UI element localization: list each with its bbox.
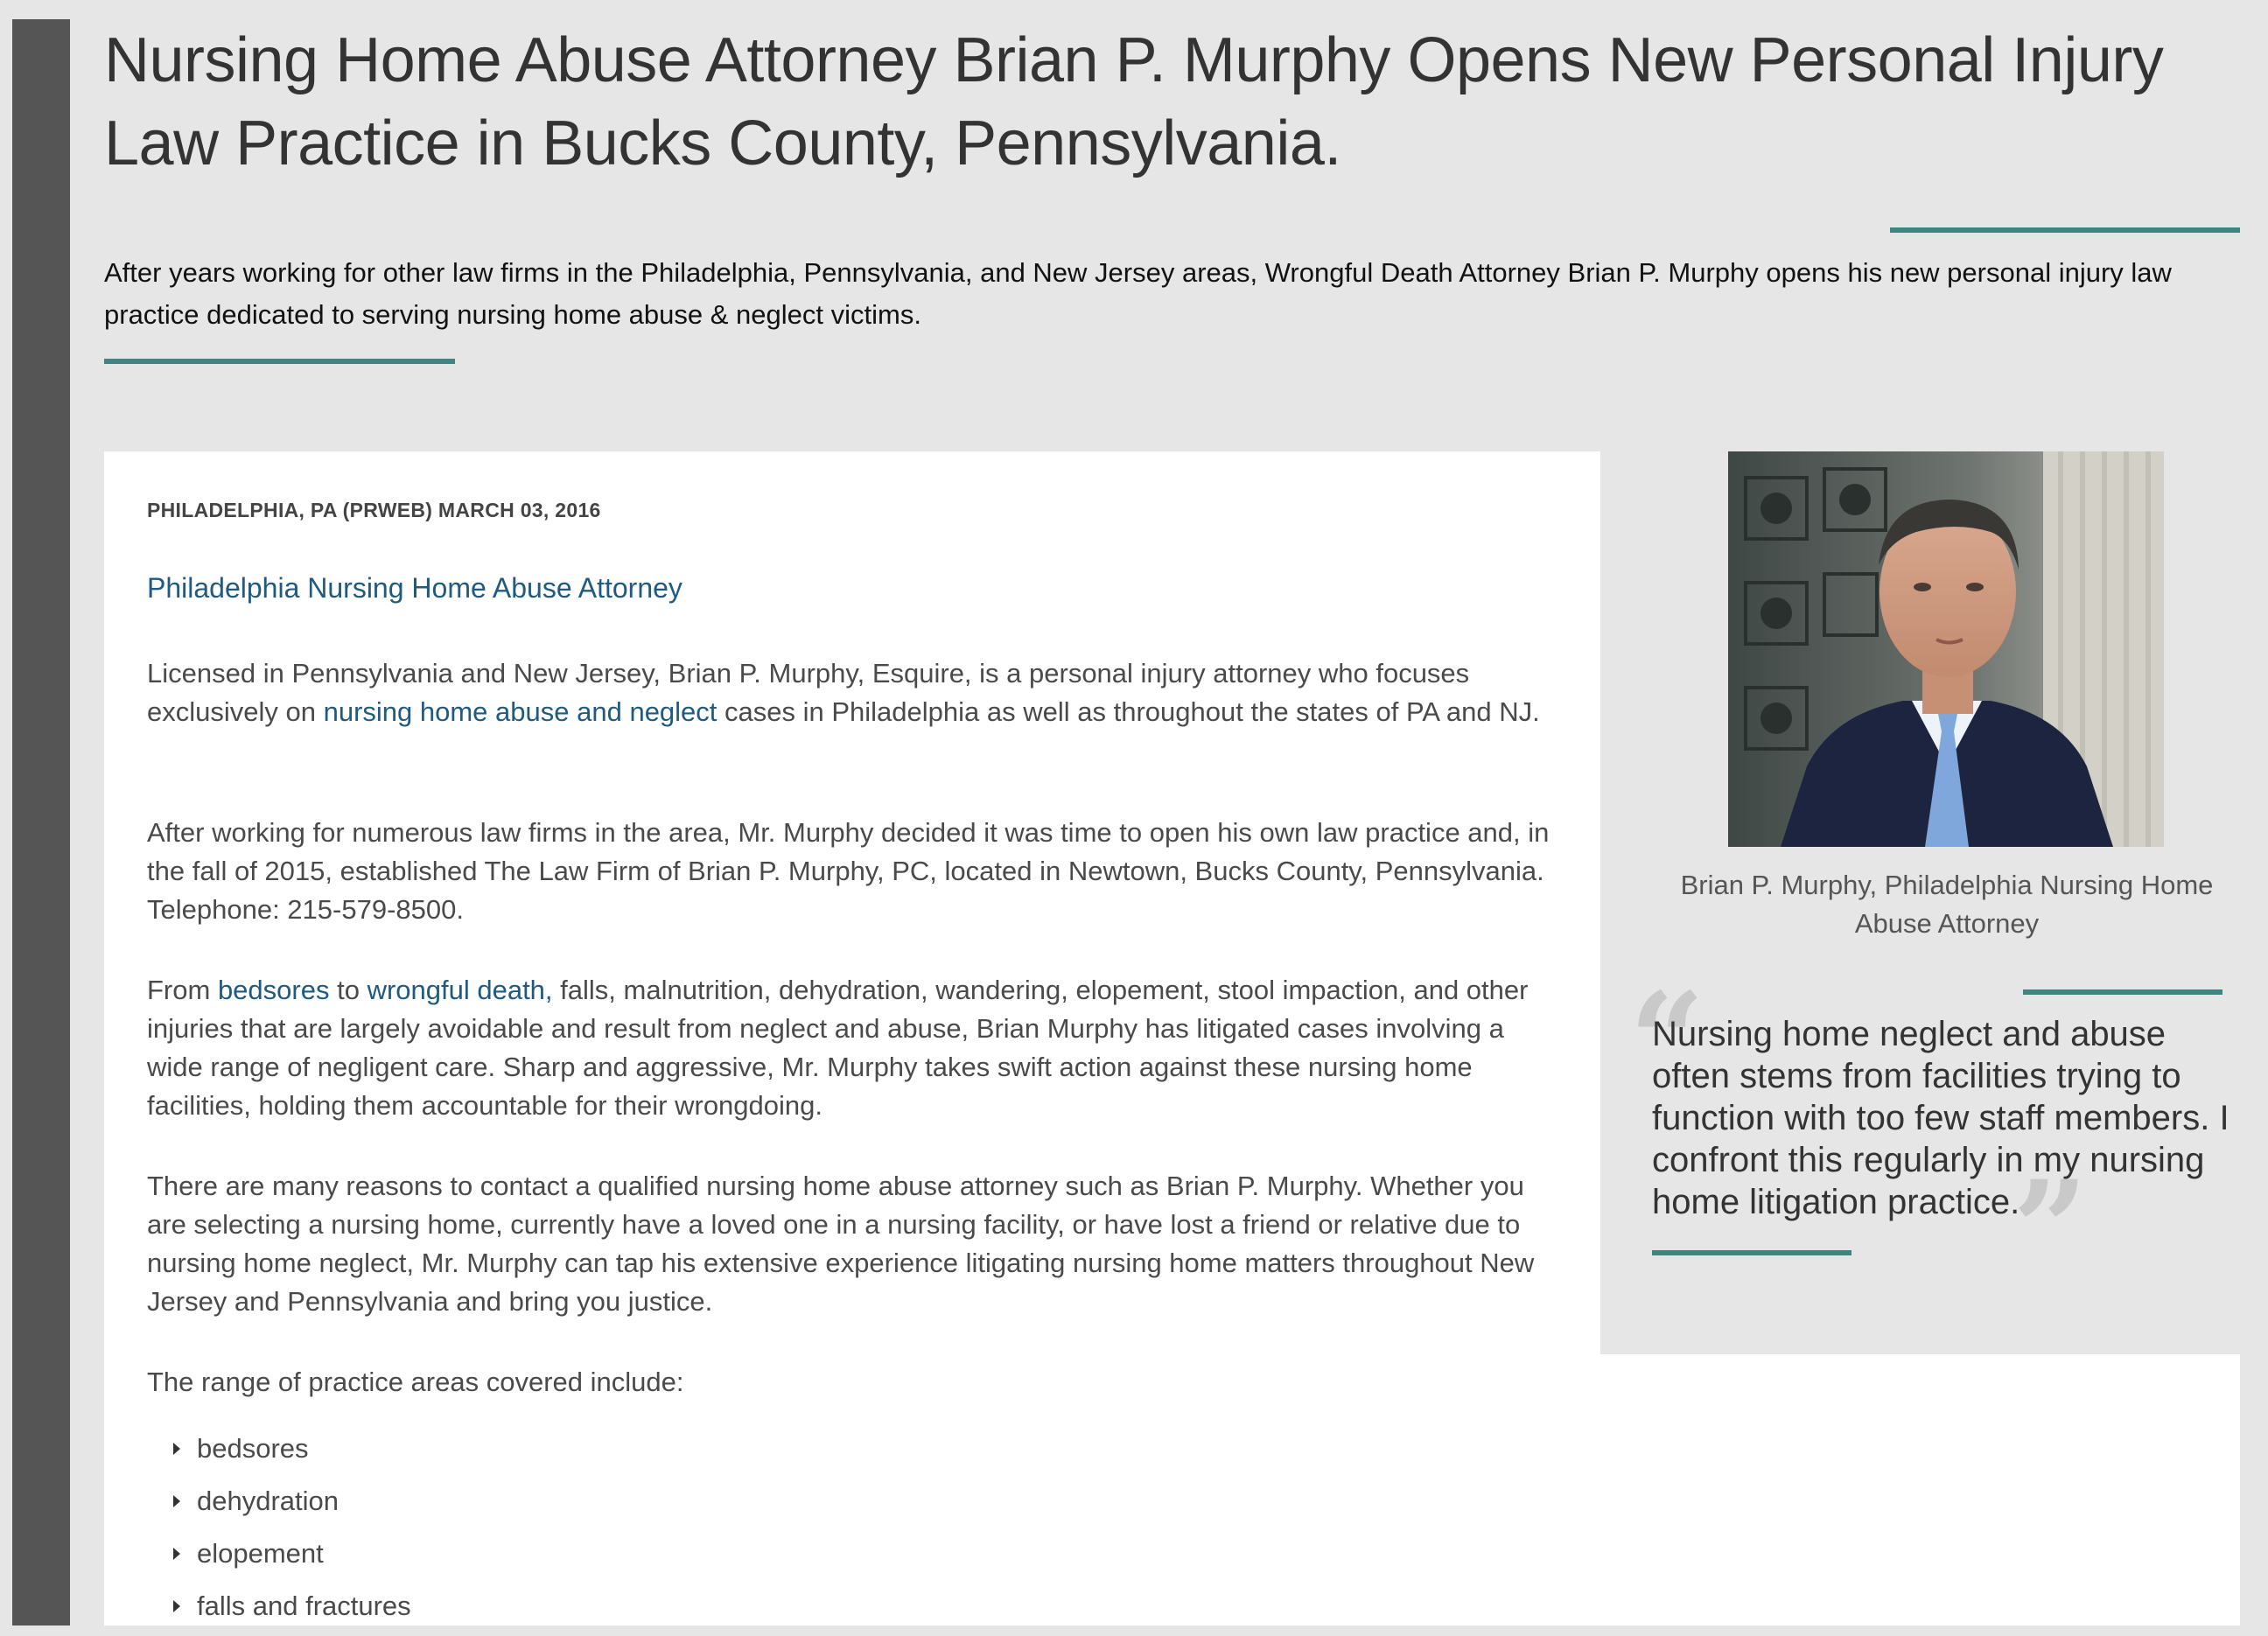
nursing-home-abuse-link[interactable]: nursing home abuse and neglect: [323, 696, 718, 727]
divider-quote-bottom: [1652, 1250, 1852, 1255]
list-item-label: falls and fractures: [197, 1591, 411, 1621]
sidebar-lower-panel: [1600, 1354, 2240, 1626]
divider-top-right: [1890, 227, 2240, 233]
paragraph-firm: After working for numerous law firms in the area, Mr. Murphy decided it was time to open his own law practice and, in the fall of 2015, established The Law Firm of Brian P. Murphy, PC, located in Newtown, Bucks County, Pennsylvania. Telephone: 215-579-8500.: [147, 817, 1550, 925]
paragraph-text: falls, malnutrition, dehydration, wandering, elopement, stool impaction, and other injuries that are largely avoidable and result from neglect and abuse, Brian Murphy has litigated cases involving a wide range of negligent care. Sharp and aggressive, Mr. Murphy takes swift action against these nursing home facilities, holding them accountable for their wrongdoing.: [147, 975, 1529, 1121]
bullet-icon: [173, 1443, 180, 1455]
divider-quote-top: [2023, 989, 2222, 995]
list-item-label: elopement: [197, 1538, 324, 1569]
page-title: Nursing Home Abuse Attorney Brian P. Murphy Opens New Personal Injury Law Practice in Bucks County, Pennsylvania.: [104, 25, 2164, 178]
divider-under-subheadline: [104, 359, 455, 364]
paragraph-licensed: [147, 654, 1564, 731]
left-accent-bar: [12, 19, 70, 1626]
list-item: [166, 1426, 411, 1479]
attorney-photo: [1728, 451, 2164, 847]
attorney-portrait-image: [1728, 451, 2164, 847]
philadelphia-abuse-attorney-link[interactable]: Philadelphia Nursing Home Abuse Attorney: [147, 572, 682, 604]
bullet-icon: [173, 1548, 180, 1560]
list-item: [166, 1479, 411, 1531]
paragraph-text: cases in Philadelphia as well as throughout the states of PA and NJ.: [717, 696, 1540, 727]
bullet-icon: [173, 1600, 180, 1612]
practice-areas-list: [166, 1426, 411, 1636]
paragraph-text: From: [147, 975, 218, 1005]
pull-quote: Nursing home neglect and abuse often stems from facilities trying to function with too few staff members. I confront this regularly in my nursing home litigation practice.: [1652, 1015, 2230, 1221]
open-quote-icon: “: [1629, 964, 1705, 1118]
paragraph-text: to: [329, 975, 368, 1005]
paragraph-injuries: [147, 971, 1564, 1125]
paragraph-reasons: There are many reasons to contact a qualified nursing home abuse attorney such as Brian P. Murphy. Whether you are selecting a nursing home, currently have a loved one in a nursing facility, or have lost a friend or relative due to nursing home neglect, Mr. Murphy can tap his extensive experience litigating nursing home matters throughout New Jersey and Pennsylvania and bring you justice.: [147, 1171, 1535, 1317]
wrongful-death-link[interactable]: wrongful death,: [367, 975, 553, 1005]
list-item: [166, 1584, 411, 1636]
paragraph-text: Licensed in Pennsylvania and New Jersey, Brian P. Murphy, Esquire, is a personal injury attorney who focuses exclusively on: [147, 658, 1470, 727]
list-item-label: dehydration: [197, 1486, 340, 1516]
bedsores-link[interactable]: bedsores: [217, 975, 330, 1005]
subheadline: After years working for other law firms in the Philadelphia, Pennsylvania, and New Jersey areas, Wrongful Death Attorney Brian P. Murphy opens his new personal injury law practice dedicated to serving nursing home abuse & neglect victims.: [104, 257, 2172, 330]
photo-caption: Brian P. Murphy, Philadelphia Nursing Home Abuse Attorney: [1680, 870, 2214, 939]
list-item-label: bedsores: [197, 1433, 309, 1464]
paragraph-practice-areas: The range of practice areas covered include:: [147, 1367, 684, 1397]
dateline: PHILADELPHIA, PA (PRWEB) MARCH 03, 2016: [147, 499, 601, 521]
list-item: [166, 1531, 411, 1584]
close-quote-icon: ”: [2012, 1152, 2089, 1306]
bullet-icon: [173, 1495, 180, 1507]
